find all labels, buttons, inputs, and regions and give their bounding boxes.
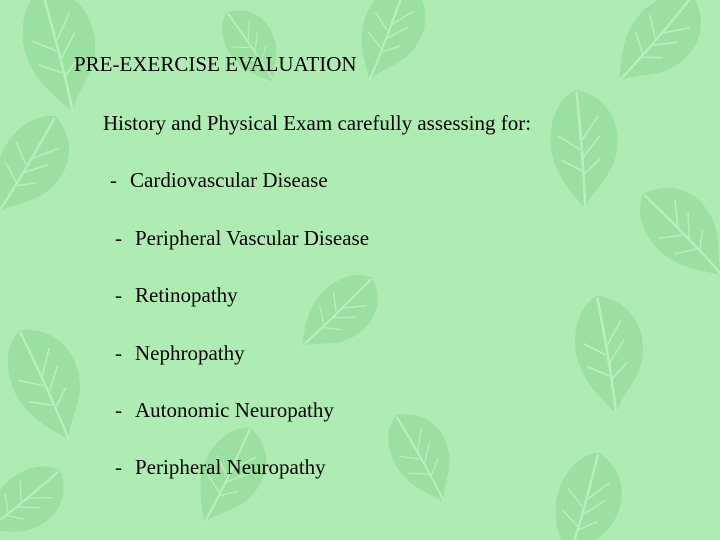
list-item-label: Peripheral Vascular Disease [135,226,370,250]
list-item [115,455,326,480]
list-item [115,283,238,308]
list-item [115,226,369,251]
list-item [110,168,328,193]
list-item-label: Autonomic Neuropathy [135,398,334,422]
slide-title: PRE-EXERCISE EVALUATION [74,52,357,76]
bullet-dash: - [110,168,117,192]
list-item-label: Cardiovascular Disease [130,168,328,192]
list-item-label: Retinopathy [135,283,238,307]
bullet-dash: - [115,283,122,307]
bullet-dash: - [115,226,122,250]
list-item-label: Peripheral Neuropathy [135,455,326,479]
slide-intro: History and Physical Exam carefully assessing for: [103,111,532,135]
list-item-label: Nephropathy [135,341,245,365]
list-item [115,398,334,423]
bullet-dash: - [115,398,122,422]
bullet-dash: - [115,341,122,365]
list-item [115,341,245,366]
bullet-dash: - [115,455,122,479]
